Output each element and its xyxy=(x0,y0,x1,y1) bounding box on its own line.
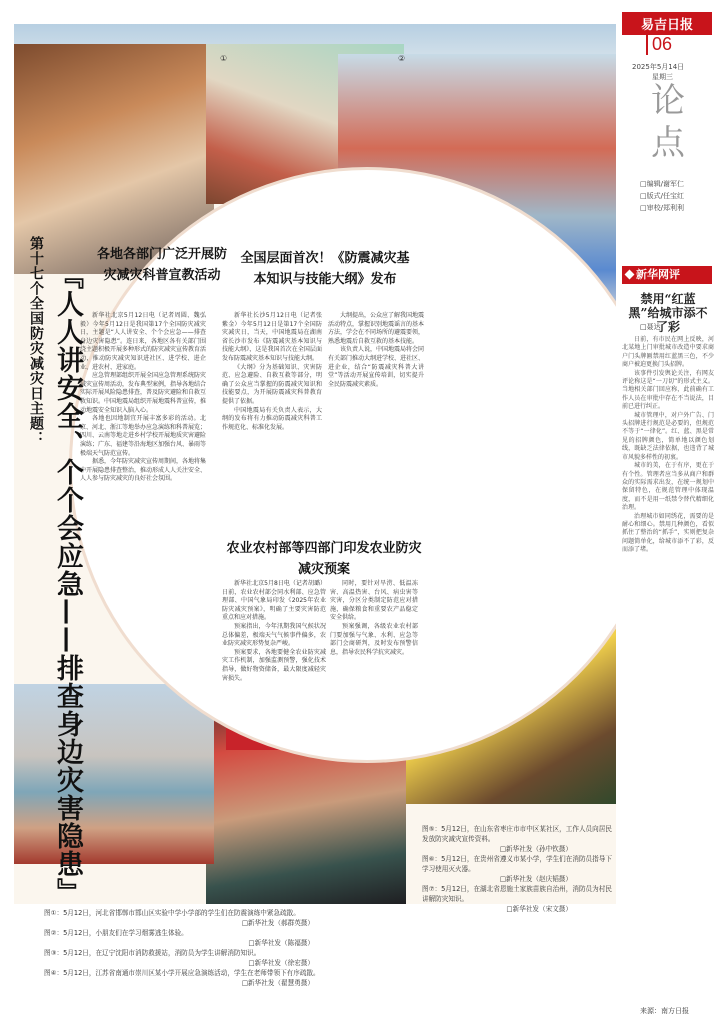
commentary-author: □聂达 xyxy=(640,323,661,331)
commentary-source: 来源：南方日报 xyxy=(640,1007,689,1015)
photo-number-1: ① xyxy=(220,54,228,63)
article2-body-right xyxy=(328,312,424,389)
issue-date: 2025年5月14日 xyxy=(632,63,685,71)
caption-item xyxy=(44,908,424,928)
caption-item xyxy=(44,928,424,948)
article1-paragraph: 据悉，今年防灾减灾宣传周期间，各地将集中开展隐患排查整治，推动形成人人关注安全、人人参与防灾减灾的良好社会氛围。 xyxy=(80,458,207,483)
photo-kindergarten-drill xyxy=(14,684,214,864)
caption-item xyxy=(44,948,424,968)
commentary-title: 禁用“红蓝黑”给城市添不了彩 xyxy=(628,292,708,334)
article2-paragraph: 新华社长沙5月12日电（记者张紫金）今年5月12日是第17个全国防灾减灾日，当天，中国地震局在湖南省长沙市发布《防震减灾基本知识与技能大纲》，这是我国首次在全国层面发布防震减灾基本知识与技能大纲。 xyxy=(222,312,322,362)
caption-item xyxy=(422,824,612,854)
article1-paragraph: 应急管理部组织开展全国应急管理系统防灾减灾宣传周活动，发布典型案例，指导各地结合实际开展风险隐患排查，普及防灾避险和自救互救知识。中国地震局组织开展地震科普宣传，推动地震安全知识入脑入心。 xyxy=(80,372,207,414)
photo-number-2: ② xyxy=(398,54,406,63)
caption-text: 图③：5月12日，在辽宁沈阳市消防救援站，消防员为学生讲解消防知识。 xyxy=(44,949,261,957)
article3-body-left xyxy=(222,580,326,683)
commentary-paragraph: 城市管理中，对户外广告、门头招牌进行规范是必要的，但规范不等于“一律化”。红、蓝、黑是常见的招牌颜色，简单地以颜色划线，既缺乏法律依据，也违背了城市风貌多样性的初衷。 xyxy=(622,411,714,461)
article2-paragraph: 中国地震局有关负责人表示，大纲的发布将有力推动防震减灾科普工作规范化、标准化发展。 xyxy=(222,406,322,431)
article3-paragraph: 新华社北京5月8日电（记者胡璐）日前，农业农村部会同水利部、应急管理部、中国气象局印发《2025年农业防灾减灾预案》，明确了主要灾害防范重点和应对措施。 xyxy=(222,580,326,622)
commentary-body xyxy=(622,336,714,555)
theme-subtitle: 第十七个全国防灾减灾日主题： xyxy=(28,236,44,446)
column-title: 论点 xyxy=(651,81,685,163)
article1-headline: 各地各部门广泛开展防灾减灾科普宣教活动 xyxy=(96,247,227,283)
article2-paragraph: 《大纲》分为基础知识、灾害防范、应急避险、自救互救等部分，明确了公众应当掌握的防震减灾知识和技能要点，为开展防震减灾科普教育提供了依据。 xyxy=(222,363,322,405)
caption-credit: □新华社发（徐宏摄） xyxy=(248,959,314,967)
caption-text: 图①：5月12日，河北省邯郸市邯山区实验中学小学部的学生们在防震演练中紧急疏散。 xyxy=(44,909,300,917)
article3-paragraph: 同时，要针对旱涝、低温冻害、高温热害、台风、病虫害等灾害，分区分类制定防范应对措施，确保粮食和重要农产品稳定安全供给。 xyxy=(330,580,418,622)
commentary-paragraph: 该事件引发舆论关注，有网友评论称这是“一刀切”的形式主义。当地相关部门回应称，此前确有工作人员在审批中存在不当说法，目前已进行纠正。 xyxy=(622,369,714,411)
photo-captions-right xyxy=(422,824,612,914)
article2-paragraph: 大纲提出，公众应了解我国地震活动特点，掌握识别地震谣言的基本方法，学会在不同场所的避震要领，熟悉地震后自救互救的基本技能。 xyxy=(328,312,425,345)
article3-paragraph: 预案指出，今年汛期我国气候状况总体偏差，极端天气气候事件偏多，农业防灾减灾形势复杂严峻。 xyxy=(222,622,326,648)
caption-item xyxy=(44,968,424,988)
article3-paragraph: 预案要求，各地要健全农业防灾减灾工作机制，加强监测预警，强化技术指导，做好物资储备，最大限度减轻灾害损失。 xyxy=(222,648,326,682)
commentary-paragraph: 治理城市如同绣花，需要的是耐心和细心。禁用几种颜色，看似抓住了整治的“抓手”，实则把复杂问题简单化，给城市添不了彩，反而添了堵。 xyxy=(622,512,714,554)
article1-paragraph: 新华社北京5月12日电（记者周圆、魏弘毅）今年5月12日是我国第17个全国防灾减灾日，主题是“人人讲安全、个个会应急——排查身边灾害隐患”。连日来，各地区各有关部门围绕主题积极开展多种形式的防灾减灾宣传教育活动，推动防灾减灾知识进社区、进学校、进企业、进农村、进家庭。 xyxy=(80,312,207,371)
caption-item xyxy=(422,884,612,914)
caption-text: 图⑦：5月12日，在湖北省恩施土家族苗族自治州，消防员为村民讲解防灾知识。 xyxy=(422,885,612,903)
photo-captions-left xyxy=(44,908,424,988)
caption-text: 图④：5月12日，江苏省南通市崇川区某小学开展应急演练活动，学生在老师带领下有序疏散。 xyxy=(44,969,320,977)
caption-text: 图②：5月12日，小朋友们在学习烟雾逃生体验。 xyxy=(44,929,188,937)
caption-item xyxy=(422,854,612,884)
article1-paragraph: 各地也因地制宜开展丰富多彩的活动。北京、河北、浙江等地举办应急演练和科普展览；四川、云南等地走进乡村学校开展地质灾害避险演练；广东、福建等沿海地区加强台风、暴雨等极端天气防范宣传。 xyxy=(80,415,207,457)
caption-credit: □新华社发（陈福摄） xyxy=(248,939,314,947)
article2-paragraph: 该负责人说，中国地震局将会同有关部门推动大纲进学校、进社区、进企业，结合“防震减灾科普大讲堂”等活动开展宣传培训，切实提升全民防震减灾素质。 xyxy=(328,346,425,388)
commentary-paragraph: 城市的美，在于有序，更在于有个性。管理者应当多从商户和群众的实际需求出发，在统一规划中保留特色，在规范管理中体现温度，而不是用一纸禁令替代精细化治理。 xyxy=(622,462,714,512)
commentary-paragraph: 日前，有市民在网上反映，河北某地上门审批城市改造中要求商户门头牌匾禁用红蓝黑三色，不少商户被迫更换门头招牌。 xyxy=(622,336,714,369)
theme-title: 『人人讲安全、个个会应急——排查身边灾害隐患』 xyxy=(52,262,83,906)
page-number: 06 xyxy=(646,34,672,55)
article2-body-left xyxy=(222,312,322,432)
caption-credit: □新华社发（赵庆韬摄） xyxy=(499,875,572,883)
caption-credit: □新华社发（孙中钦摄） xyxy=(499,845,572,853)
article3-headline: 农业农村部等四部门印发农业防灾减灾预案 xyxy=(226,541,422,577)
article2-headline: 全国层面首次！《防震减灾基本知识与技能大纲》发布 xyxy=(240,251,410,287)
article3-paragraph: 预案强调，各级农业农村部门要加强与气象、水利、应急等部门会商研判，及时发布预警信息，指导农民科学抗灾减灾。 xyxy=(330,622,418,656)
editor-credits xyxy=(640,178,684,214)
issue-weekday: 星期三 xyxy=(652,73,673,81)
article3-body-right xyxy=(330,580,418,657)
caption-credit: □新华社发（郝群英摄） xyxy=(241,919,314,927)
xinhua-comment-banner: 新华网评 xyxy=(622,266,712,284)
credit-editor: □编辑/谢军仁 xyxy=(640,180,684,188)
caption-text: 图⑥：5月12日，在贵州省遵义市某小学，学生们在消防员指导下学习使用灭火器。 xyxy=(422,855,612,873)
caption-credit: □新华社发（宋文摄） xyxy=(506,905,572,913)
caption-text: 图⑤：5月12日，在山东省枣庄市市中区某社区，工作人员向居民发放防灾减灾宣传资料。 xyxy=(422,825,612,843)
article1-body xyxy=(80,312,206,484)
caption-credit: □新华社发（翟慧勇摄） xyxy=(241,979,314,987)
credit-proofread: □审校/郑利利 xyxy=(640,204,684,212)
credit-layout: □版式/任宝红 xyxy=(640,192,684,200)
newspaper-name: 易吉日报 xyxy=(622,12,712,35)
masthead xyxy=(622,12,712,81)
